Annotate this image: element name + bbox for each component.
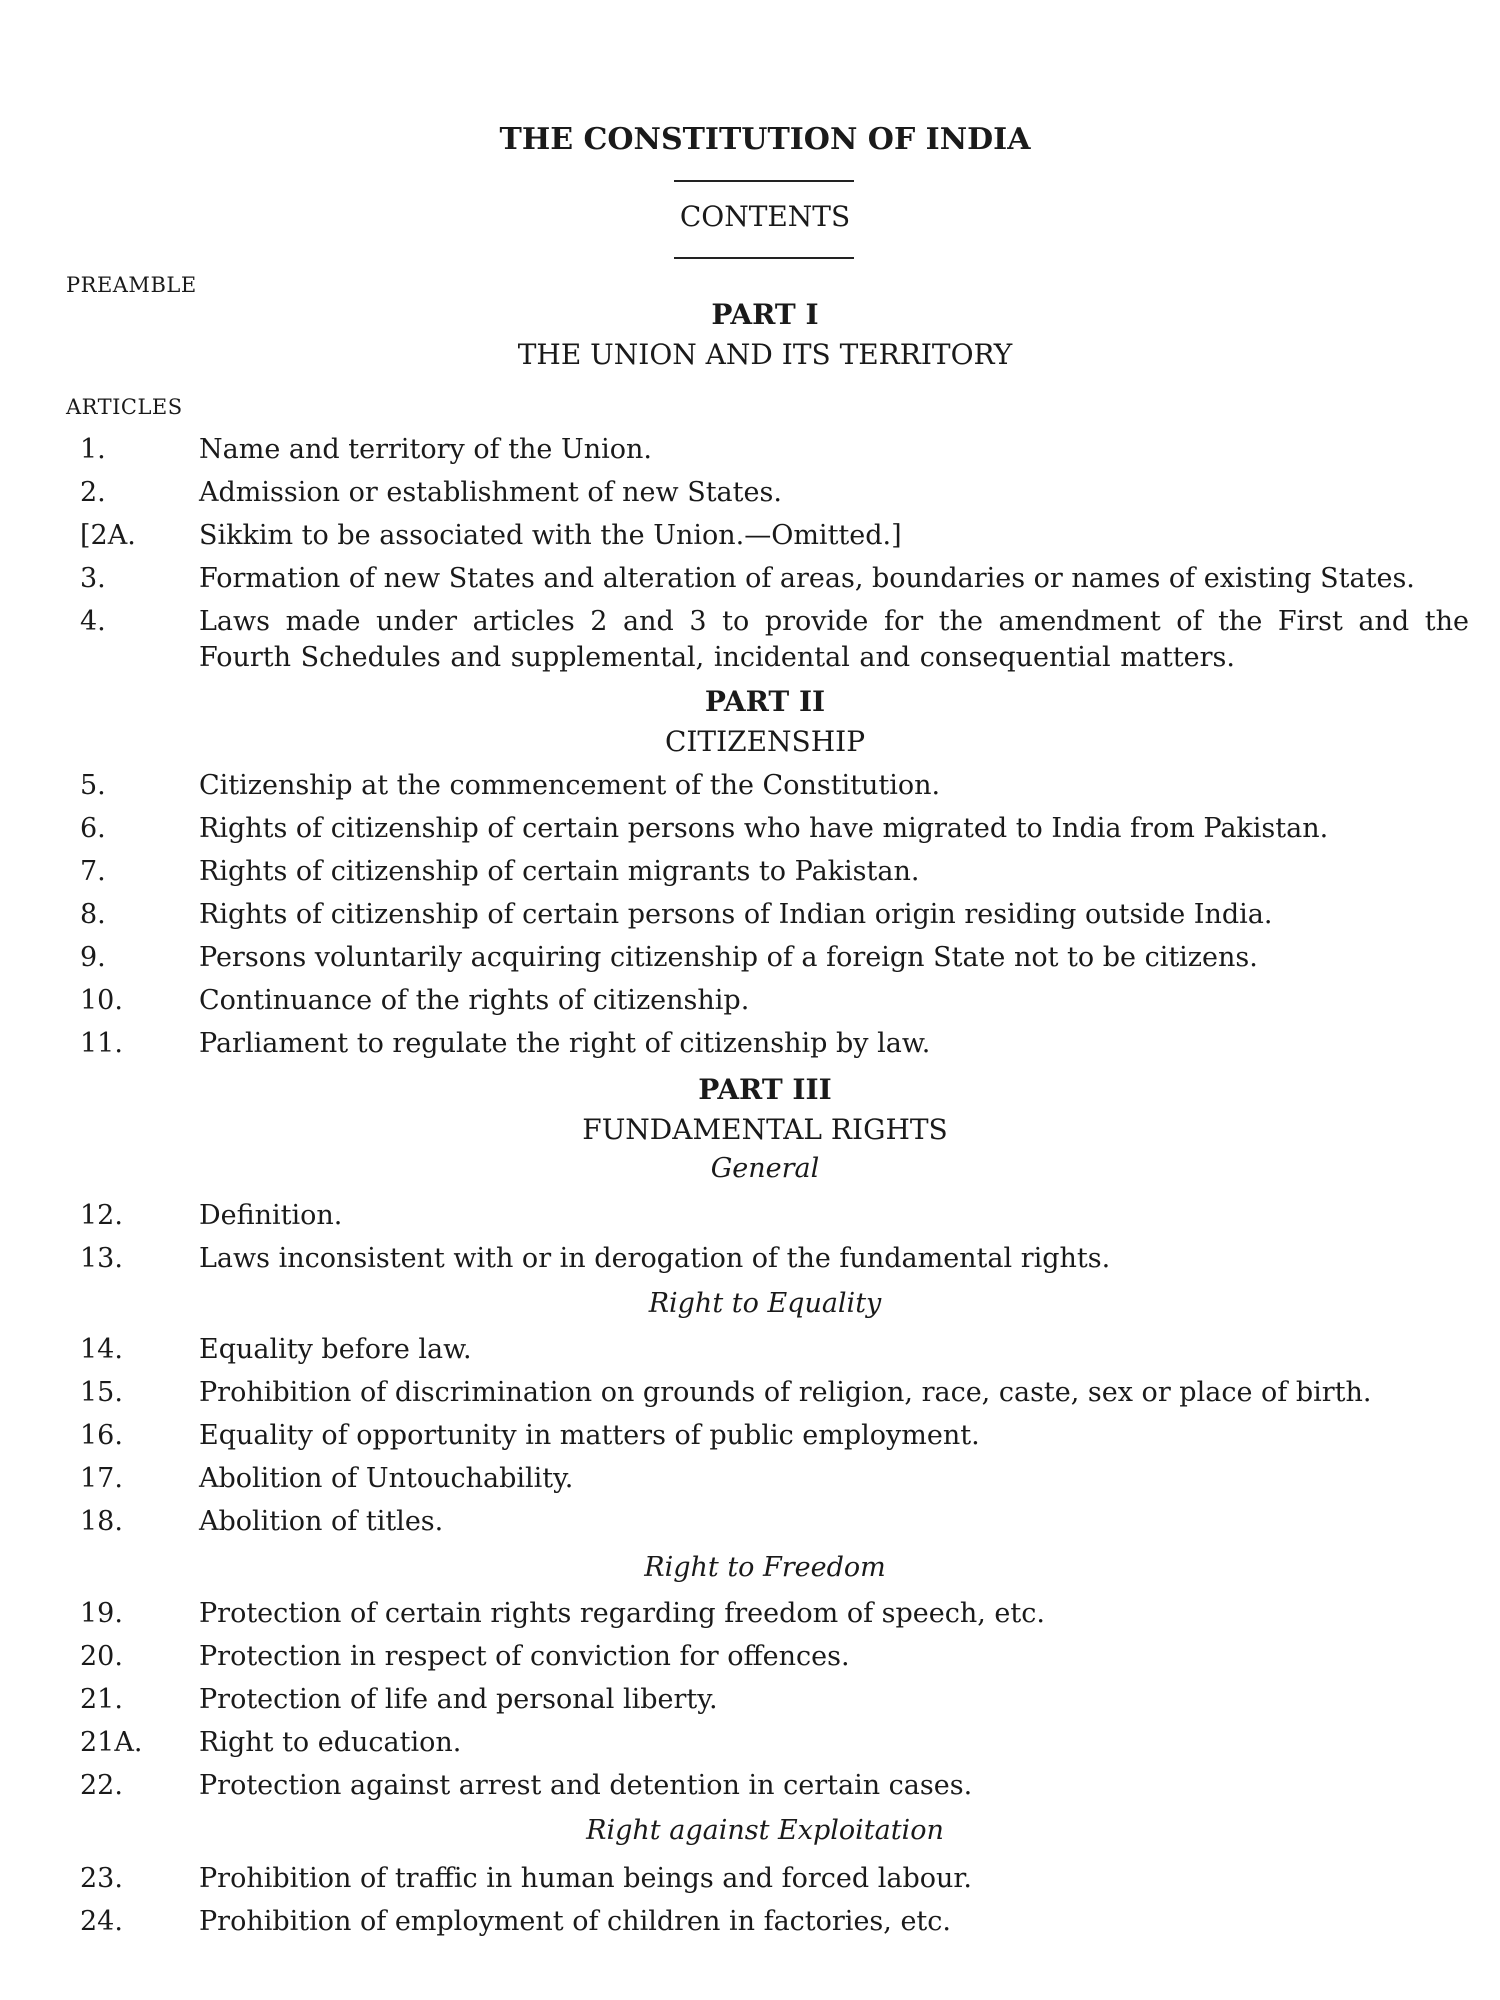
article-number: 7. [80, 856, 106, 887]
article-title: Rights of citizenship of certain persons who have migrated to India from Pakistan. [199, 813, 1329, 844]
article-number: 15. [80, 1377, 123, 1408]
subheading-exploitation: Right against Exploitation [586, 1815, 944, 1846]
article-title: Protection of life and personal liberty. [199, 1684, 718, 1715]
part-1-heading: PART I [711, 298, 819, 331]
part-2-title: CITIZENSHIP [664, 725, 866, 758]
part-3-heading: PART III [698, 1073, 832, 1106]
part-1-title: THE UNION AND ITS TERRITORY [517, 338, 1013, 371]
articles-label: ARTICLES [66, 395, 183, 419]
article-title: Protection in respect of conviction for offences. [199, 1641, 850, 1672]
subheading-equality: Right to Equality [648, 1288, 882, 1319]
article-title: Persons voluntarily acquiring citizenship of a foreign State not to be citizens. [199, 942, 1258, 973]
article-number: 8. [80, 899, 106, 930]
article-title: Definition. [199, 1200, 343, 1231]
article-number: 24. [80, 1906, 123, 1937]
article-title: Right to education. [199, 1727, 462, 1758]
article-title: Protection of certain rights regarding freedom of speech, etc. [199, 1598, 1045, 1629]
article-number: 16. [80, 1420, 123, 1451]
part-2-heading: PART II [704, 685, 826, 718]
subheading-freedom: Right to Freedom [644, 1552, 886, 1583]
article-title: Name and territory of the Union. [199, 434, 653, 465]
article-title: Formation of new States and alteration of areas, boundaries or names of existing States. [199, 563, 1415, 594]
article-number: 13. [80, 1243, 123, 1274]
article-number: [2A. [80, 520, 136, 551]
article-number: 17. [80, 1463, 123, 1494]
article-title: Rights of citizenship of certain migrants to Pakistan. [199, 856, 920, 887]
contents-rule [674, 257, 854, 259]
article-title: Laws inconsistent with or in derogation of the fundamental rights. [199, 1243, 1111, 1274]
article-title: Prohibition of employment of children in factories, etc. [199, 1906, 951, 1937]
article-title: Sikkim to be associated with the Union.—Omitted.] [199, 520, 902, 551]
article-title: Equality of opportunity in matters of public employment. [199, 1420, 980, 1451]
article-number: 21. [80, 1684, 123, 1715]
article-number: 12. [80, 1200, 123, 1231]
article-title: Admission or establishment of new States. [199, 477, 782, 508]
article-number: 11. [80, 1028, 123, 1059]
article-title: Equality before law. [199, 1334, 472, 1365]
contents-heading: CONTENTS [679, 200, 851, 233]
article-title: Prohibition of traffic in human beings and forced labour. [199, 1863, 972, 1894]
article-number: 14. [80, 1334, 123, 1365]
article-number: 4. [80, 606, 106, 637]
article-title: Laws made under articles 2 and 3 to provide for the amendment of the First and the Fourth Schedules and supplemental, incidental and consequential matters. [199, 606, 1469, 673]
article-title: Protection against arrest and detention in certain cases. [199, 1770, 973, 1801]
article-number: 3. [80, 563, 106, 594]
article-title: Prohibition of discrimination on grounds of religion, race, caste, sex or place of birth. [199, 1377, 1372, 1408]
article-number: 5. [80, 770, 106, 801]
article-number: 6. [80, 813, 106, 844]
article-number: 20. [80, 1641, 123, 1672]
subheading-general: General [710, 1153, 820, 1184]
article-number: 22. [80, 1770, 123, 1801]
article-title: Continuance of the rights of citizenship. [199, 985, 750, 1016]
document-title: THE CONSTITUTION OF INDIA [499, 122, 1031, 157]
article-number: 9. [80, 942, 106, 973]
article-title: Abolition of titles. [199, 1506, 444, 1537]
article-number: 19. [80, 1598, 123, 1629]
article-number: 1. [80, 434, 106, 465]
article-number: 18. [80, 1506, 123, 1537]
article-number: 23. [80, 1863, 123, 1894]
article-title: Rights of citizenship of certain persons of Indian origin residing outside India. [199, 899, 1273, 930]
article-number: 10. [80, 985, 123, 1016]
title-rule [674, 180, 854, 182]
part-3-title: FUNDAMENTAL RIGHTS [582, 1113, 948, 1146]
article-number: 2. [80, 477, 106, 508]
article-title: Abolition of Untouchability. [199, 1463, 574, 1494]
article-title: Citizenship at the commencement of the Constitution. [199, 770, 941, 801]
article-number: 21A. [80, 1727, 143, 1758]
article-title: Parliament to regulate the right of citizenship by law. [199, 1028, 931, 1059]
preamble-label: PREAMBLE [66, 273, 197, 297]
